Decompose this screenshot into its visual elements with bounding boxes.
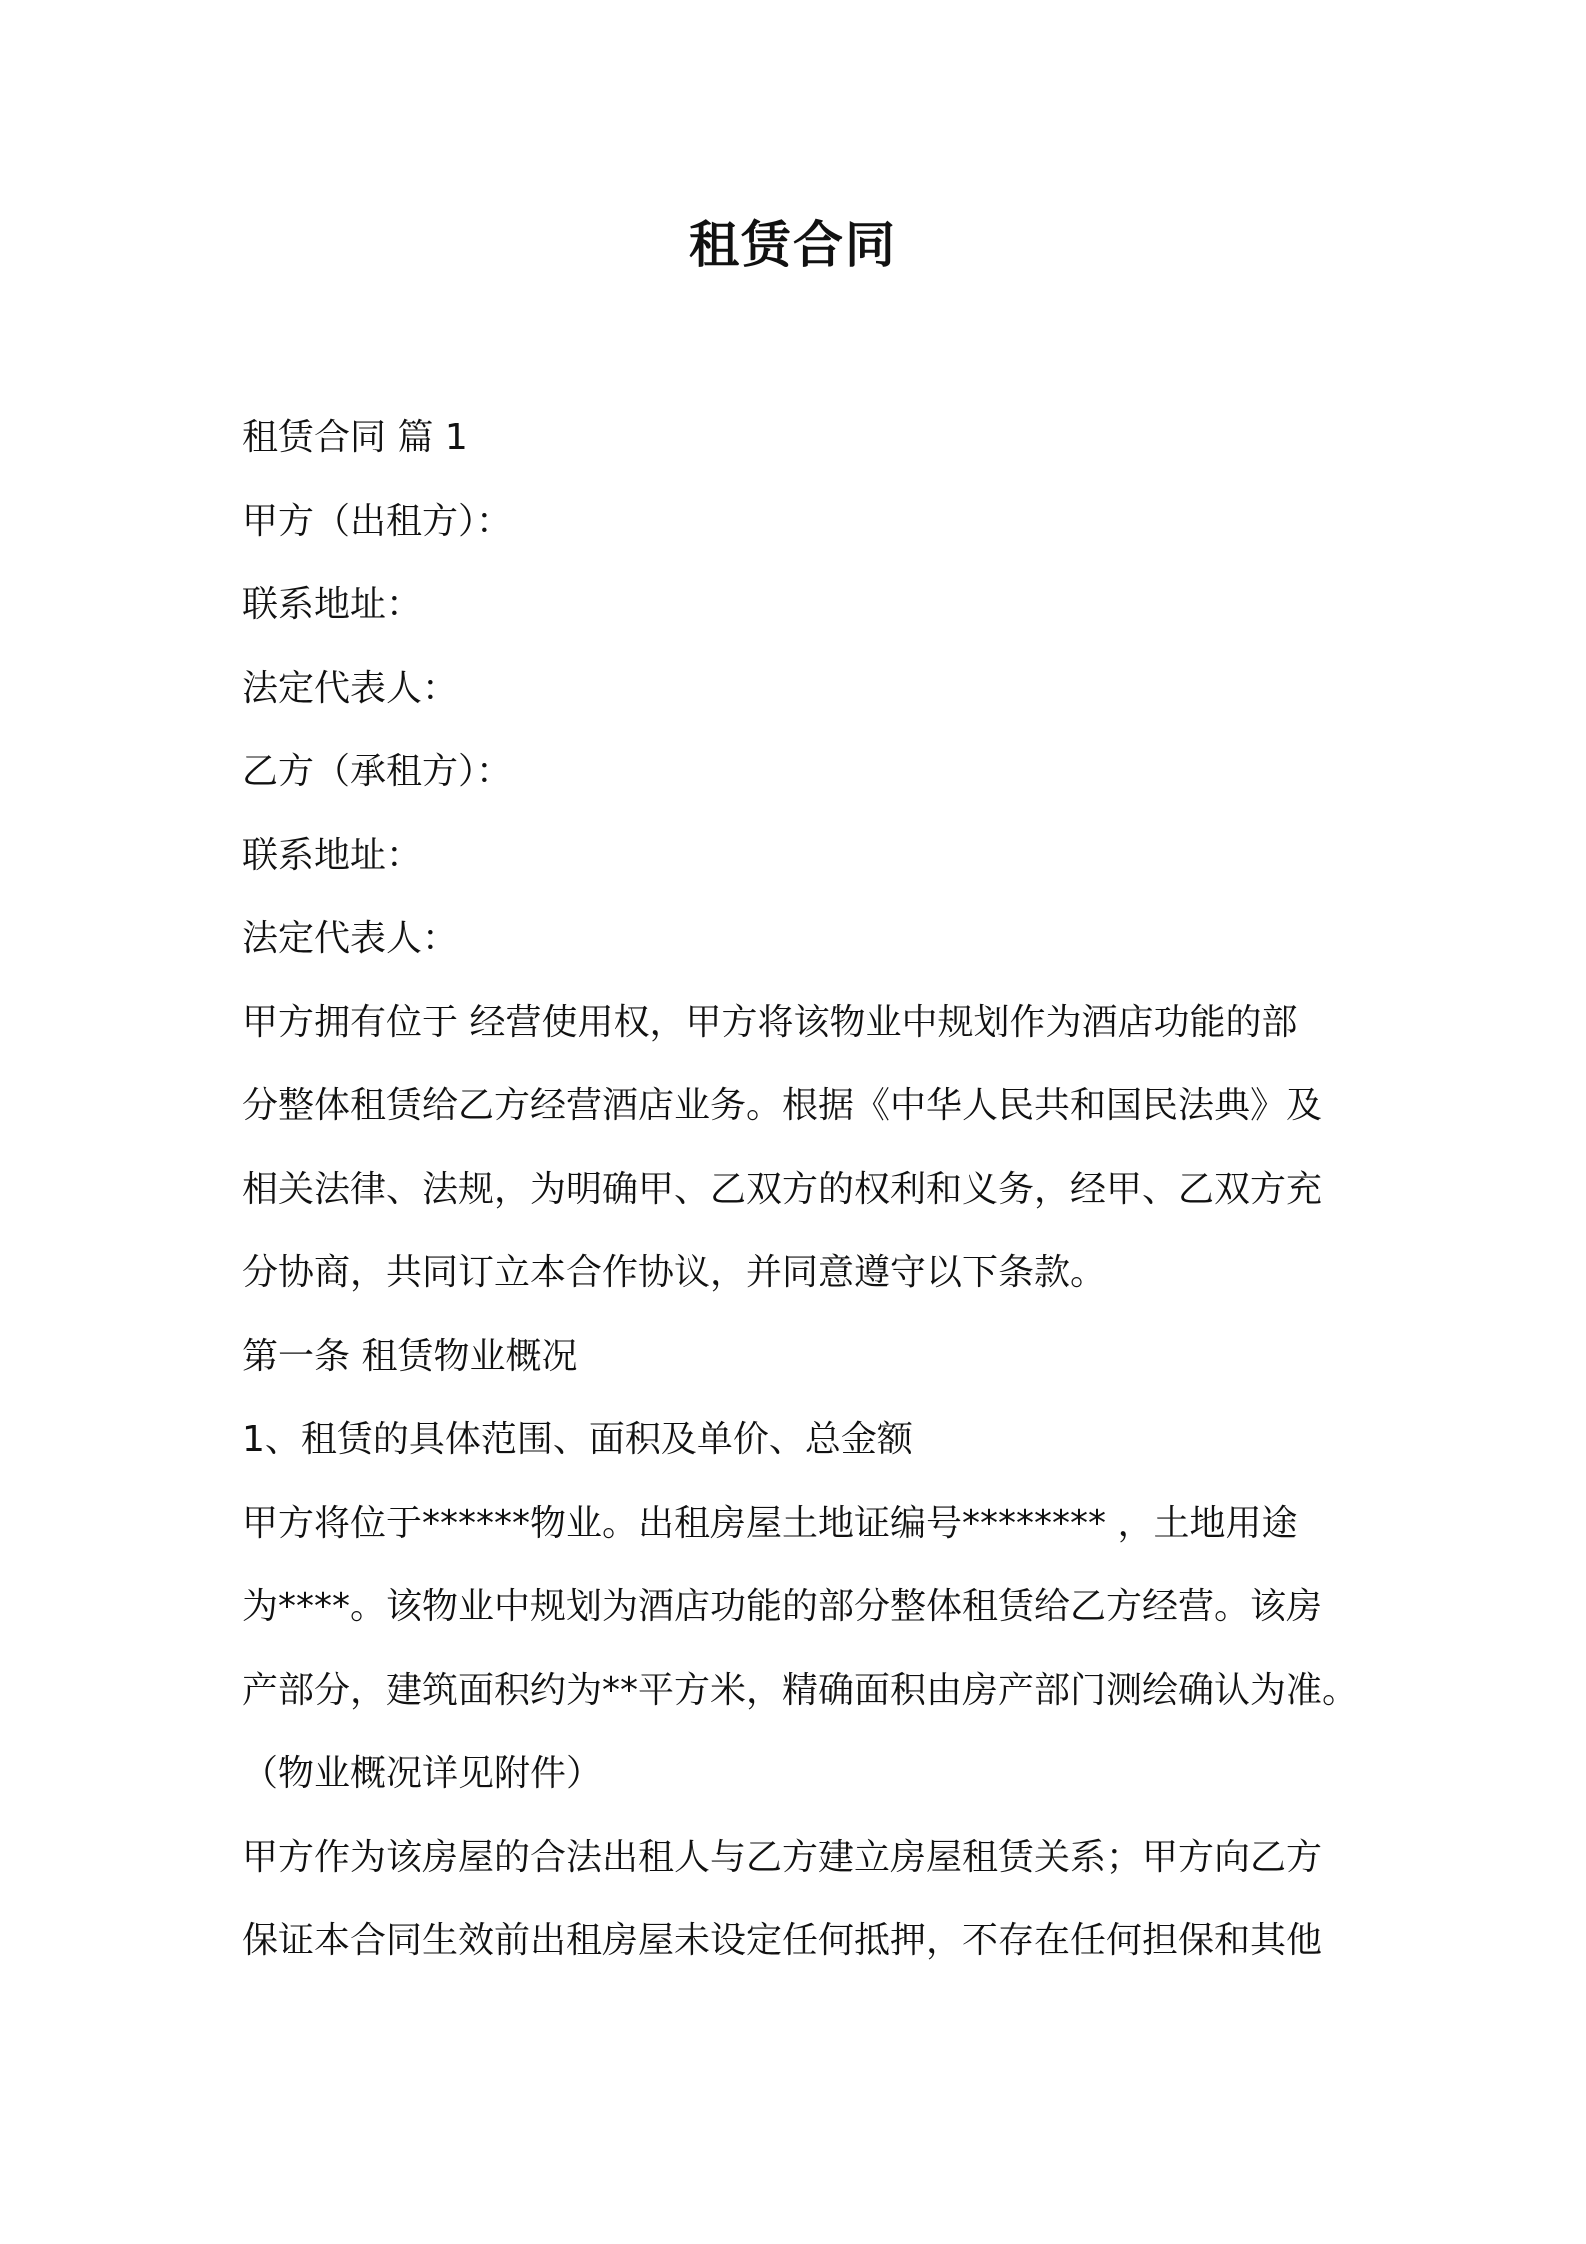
- party-b-label: 乙方（承租方）：: [242, 751, 513, 792]
- section-heading: 租赁合同 篇 1: [242, 417, 468, 458]
- party-b-representative-label: 法定代表人：: [242, 918, 459, 959]
- guarantee-paragraph-line: 甲方作为该房屋的合法出租人与乙方建立房屋租赁关系；甲方向乙方: [242, 1836, 1323, 1878]
- intro-paragraph-line: 甲方拥有位于 经营使用权，甲方将该物业中规划作为酒店功能的部: [242, 1001, 1298, 1043]
- party-b-address-label: 联系地址：: [242, 834, 423, 876]
- party-a-representative-label: 法定代表人：: [242, 667, 459, 709]
- intro-paragraph-line: 分整体租赁给乙方经营酒店业务。根据《中华人民共和国民法典》及: [242, 1085, 1323, 1126]
- party-a-label: 甲方（出租方）：: [242, 500, 513, 542]
- property-paragraph-line: 产部分，建筑面积约为**平方米，精确面积由房产部门测绘确认为准。: [242, 1669, 1359, 1711]
- document-body: [242, 396, 1359, 1983]
- document-title: 租赁合同: [689, 216, 897, 274]
- guarantee-paragraph-line: 保证本合同生效前出租房屋未设定任何抵押，不存在任何担保和其他: [242, 1920, 1323, 1961]
- item-heading: 1、租赁的具体范围、面积及单价、总金额: [242, 1419, 913, 1460]
- article-heading: 第一条 租赁物业概况: [242, 1335, 578, 1377]
- intro-paragraph-line: 相关法律、法规，为明确甲、乙双方的权利和义务，经甲、乙双方充: [242, 1168, 1323, 1210]
- intro-paragraph-line: 分协商，共同订立本合作协议，并同意遵守以下条款。: [242, 1252, 1107, 1293]
- property-paragraph-line: 甲方将位于******物业。出租房屋土地证编号******** ，土地用途: [242, 1502, 1298, 1544]
- party-a-address-label: 联系地址：: [242, 584, 423, 625]
- property-paragraph-line: 为****。该物业中规划为酒店功能的部分整体租赁给乙方经营。该房: [242, 1586, 1323, 1627]
- property-paragraph-line: （物业概况详见附件）: [242, 1753, 603, 1794]
